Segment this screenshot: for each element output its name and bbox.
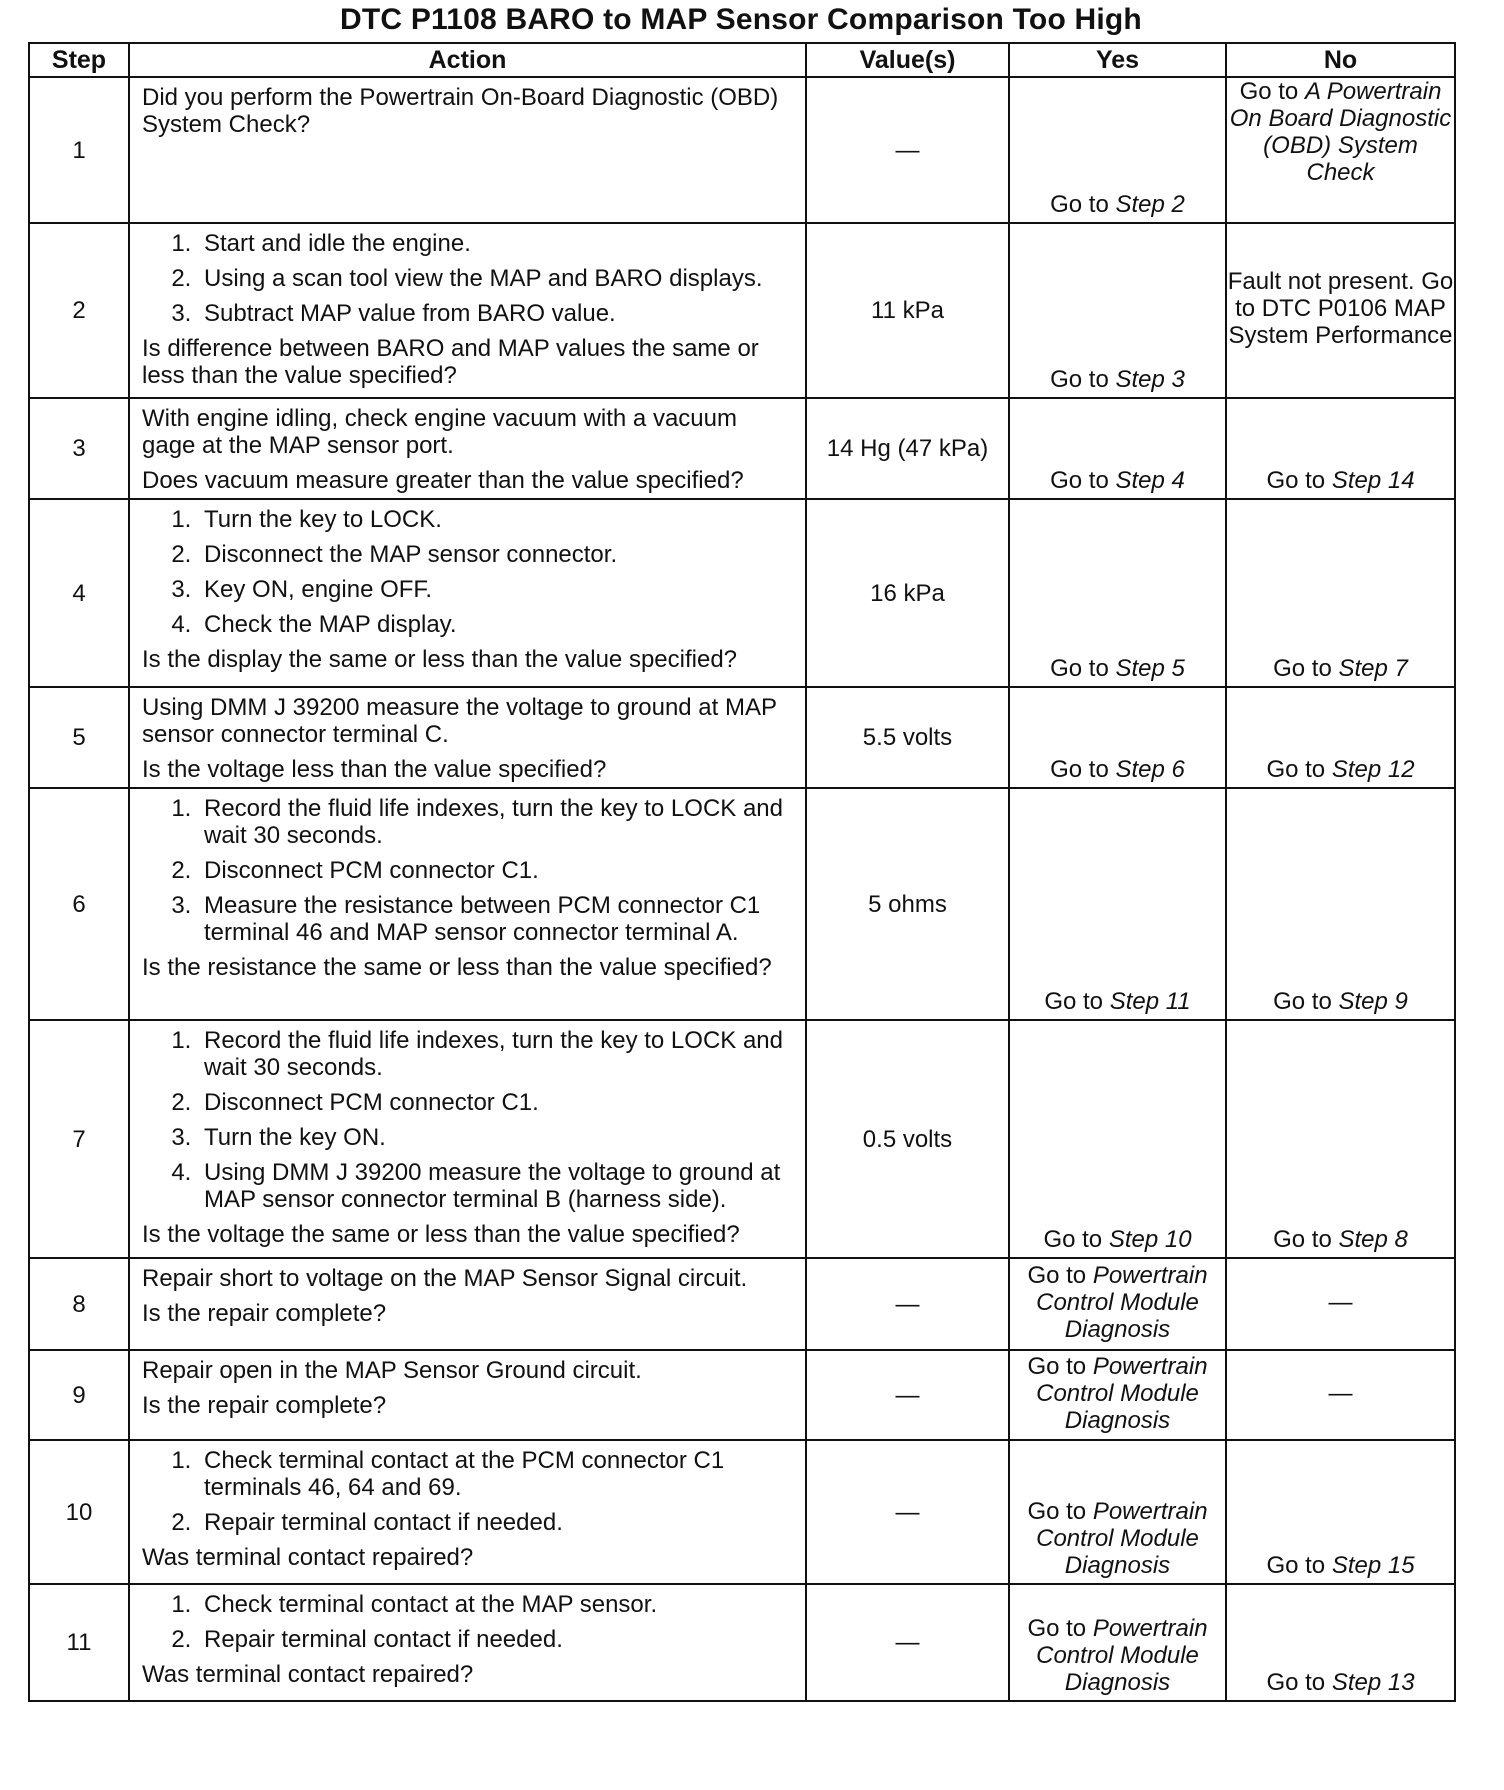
step-number: 1 bbox=[29, 77, 129, 223]
yes-link[interactable]: Step 4 bbox=[1115, 467, 1185, 494]
table-row bbox=[29, 1258, 1455, 1350]
no-text: — bbox=[1328, 1288, 1353, 1316]
action-text: Did you perform the Powertrain On-Board Diagnostic (OBD) System Check? bbox=[142, 84, 779, 138]
action-cell bbox=[129, 499, 806, 687]
step-number: 8 bbox=[29, 1258, 129, 1350]
value-cell: 5.5 volts bbox=[806, 687, 1009, 788]
action-text: Using DMM J 39200 measure the voltage to ground at MAP sensor connector terminal C. bbox=[142, 694, 777, 748]
action-cell bbox=[129, 223, 806, 398]
yes-text: Go to bbox=[1027, 1498, 1093, 1525]
value-cell: 0.5 volts bbox=[806, 1020, 1009, 1258]
action-cell bbox=[129, 1584, 806, 1701]
action-list-item: 2. Repair terminal contact if needed. bbox=[198, 1626, 795, 1653]
table-body bbox=[29, 77, 1455, 1701]
action-list-item: 1. Check terminal contact at the PCM connector C1 terminals 46, 64 and 69. bbox=[198, 1447, 795, 1501]
header-no: No bbox=[1226, 43, 1455, 77]
action-list bbox=[142, 230, 795, 327]
action-text: Repair open in the MAP Sensor Ground circuit. bbox=[142, 1357, 642, 1384]
value-cell: 11 kPa bbox=[806, 223, 1009, 398]
no-text: Go to bbox=[1239, 78, 1305, 105]
action-list-item: 1. Record the fluid life indexes, turn the key to LOCK and wait 30 seconds. bbox=[198, 1027, 795, 1081]
action-list-item: 2. Repair terminal contact if needed. bbox=[198, 1509, 795, 1536]
no-cell bbox=[1226, 1440, 1455, 1584]
action-list-item: 1. Start and idle the engine. bbox=[198, 230, 795, 257]
no-link[interactable]: Step 8 bbox=[1338, 1226, 1408, 1253]
yes-cell bbox=[1009, 687, 1226, 788]
action-cell bbox=[129, 687, 806, 788]
action-list-item: 2. Disconnect the MAP sensor connector. bbox=[198, 541, 795, 568]
yes-link[interactable]: Powertrain Control Module Diagnosis bbox=[1036, 1261, 1208, 1343]
no-text: Go to bbox=[1266, 467, 1332, 494]
table-row bbox=[29, 77, 1455, 223]
action-list-item: 3. Measure the resistance between PCM connector C1 terminal 46 and MAP sensor connector terminal A. bbox=[198, 892, 795, 946]
value-cell: — bbox=[806, 1584, 1009, 1701]
action-text: Is the repair complete? bbox=[142, 1300, 387, 1327]
action-question: Is the voltage the same or less than the value specified? bbox=[142, 1221, 740, 1248]
no-link[interactable]: Step 9 bbox=[1338, 988, 1408, 1015]
action-list bbox=[142, 795, 795, 946]
yes-cell bbox=[1009, 1350, 1226, 1440]
table-row bbox=[29, 223, 1455, 398]
table-header-row bbox=[29, 43, 1455, 77]
value-cell: — bbox=[806, 1350, 1009, 1440]
diagnostic-table bbox=[28, 42, 1456, 1702]
action-cell bbox=[129, 1020, 806, 1258]
no-cell bbox=[1226, 1020, 1455, 1258]
yes-cell bbox=[1009, 1020, 1226, 1258]
no-text: Go to bbox=[1266, 1669, 1332, 1696]
step-number: 9 bbox=[29, 1350, 129, 1440]
action-list-item: 2. Using a scan tool view the MAP and BARO displays. bbox=[198, 265, 795, 292]
no-cell bbox=[1226, 1350, 1455, 1440]
table-row bbox=[29, 499, 1455, 687]
yes-link[interactable]: Step 11 bbox=[1109, 988, 1191, 1015]
table-row bbox=[29, 398, 1455, 499]
yes-link[interactable]: Step 5 bbox=[1115, 655, 1185, 682]
step-number: 10 bbox=[29, 1440, 129, 1584]
value-cell: — bbox=[806, 77, 1009, 223]
action-list bbox=[142, 1591, 795, 1653]
yes-link[interactable]: Powertrain Control Module Diagnosis bbox=[1036, 1498, 1208, 1579]
action-question: Is difference between BARO and MAP values the same or less than the value specified? bbox=[142, 335, 759, 389]
no-link[interactable]: Step 12 bbox=[1331, 756, 1415, 783]
value-cell: 14 Hg (47 kPa) bbox=[806, 398, 1009, 499]
step-number: 7 bbox=[29, 1020, 129, 1258]
action-list-item: 1. Record the fluid life indexes, turn the key to LOCK and wait 30 seconds. bbox=[198, 795, 795, 849]
action-cell bbox=[129, 1258, 806, 1350]
table-row bbox=[29, 1020, 1455, 1258]
table-row bbox=[29, 788, 1455, 1020]
action-list bbox=[142, 506, 795, 638]
action-list-item: 1. Check terminal contact at the MAP sensor. bbox=[198, 1591, 795, 1618]
yes-cell bbox=[1009, 1258, 1226, 1350]
yes-text: Go to bbox=[1050, 467, 1116, 494]
table-row bbox=[29, 1350, 1455, 1440]
no-cell bbox=[1226, 1258, 1455, 1350]
action-cell bbox=[129, 77, 806, 223]
yes-text: Go to bbox=[1027, 1261, 1093, 1289]
yes-text: Go to bbox=[1027, 1615, 1093, 1642]
no-text: Fault not present. Go to DTC P0106 MAP System Performance bbox=[1227, 268, 1454, 349]
action-text: Is the repair complete? bbox=[142, 1392, 387, 1419]
value-cell: 5 ohms bbox=[806, 788, 1009, 1020]
table-row bbox=[29, 1440, 1455, 1584]
yes-cell bbox=[1009, 77, 1226, 223]
no-text: Go to bbox=[1266, 756, 1332, 783]
action-list-item: 3. Subtract MAP value from BARO value. bbox=[198, 300, 795, 327]
header-step: Step bbox=[29, 43, 129, 77]
header-yes: Yes bbox=[1009, 43, 1226, 77]
no-cell bbox=[1226, 1584, 1455, 1701]
action-cell bbox=[129, 398, 806, 499]
yes-cell bbox=[1009, 1440, 1226, 1584]
action-list-item: 2. Disconnect PCM connector C1. bbox=[198, 857, 795, 884]
action-text: With engine idling, check engine vacuum with a vacuum gage at the MAP sensor port. bbox=[142, 405, 737, 459]
step-number: 3 bbox=[29, 398, 129, 499]
yes-text: Go to bbox=[1050, 366, 1116, 393]
action-list-item: 2. Disconnect PCM connector C1. bbox=[198, 1089, 795, 1116]
yes-text: Go to bbox=[1050, 191, 1116, 218]
no-text: Go to bbox=[1273, 988, 1339, 1015]
yes-text: Go to bbox=[1050, 756, 1116, 783]
yes-cell bbox=[1009, 788, 1226, 1020]
action-cell bbox=[129, 788, 806, 1020]
value-cell: — bbox=[806, 1440, 1009, 1584]
yes-text: Go to bbox=[1043, 1226, 1109, 1253]
no-cell bbox=[1226, 77, 1455, 223]
action-list-item: 4. Check the MAP display. bbox=[198, 611, 795, 638]
no-text: Go to bbox=[1273, 1226, 1339, 1253]
yes-cell bbox=[1009, 398, 1226, 499]
table-row bbox=[29, 1584, 1455, 1701]
yes-link[interactable]: Step 3 bbox=[1115, 366, 1185, 393]
action-question: Was terminal contact repaired? bbox=[142, 1661, 474, 1688]
header-action: Action bbox=[129, 43, 806, 77]
header-values: Value(s) bbox=[806, 43, 1009, 77]
action-question: Is the display the same or less than the value specified? bbox=[142, 646, 738, 673]
value-cell: 16 kPa bbox=[806, 499, 1009, 687]
table-row bbox=[29, 687, 1455, 788]
no-cell bbox=[1226, 788, 1455, 1020]
no-text: — bbox=[1328, 1379, 1353, 1407]
yes-link[interactable]: Step 10 bbox=[1108, 1226, 1192, 1253]
no-text: Go to bbox=[1266, 1552, 1332, 1579]
step-number: 4 bbox=[29, 499, 129, 687]
value-cell: — bbox=[806, 1258, 1009, 1350]
action-list-item: 4. Using DMM J 39200 measure the voltage to ground at MAP sensor connector terminal B (harness side). bbox=[198, 1159, 795, 1213]
action-text: Does vacuum measure greater than the value specified? bbox=[142, 467, 744, 494]
yes-text: Go to bbox=[1027, 1352, 1093, 1380]
action-question: Is the resistance the same or less than the value specified? bbox=[142, 954, 772, 981]
action-cell bbox=[129, 1440, 806, 1584]
yes-cell bbox=[1009, 1584, 1226, 1701]
step-number: 11 bbox=[29, 1584, 129, 1701]
step-number: 6 bbox=[29, 788, 129, 1020]
yes-cell bbox=[1009, 499, 1226, 687]
yes-text: Go to bbox=[1044, 988, 1110, 1015]
action-list-item: 1. Turn the key to LOCK. bbox=[198, 506, 795, 533]
yes-link[interactable]: Powertrain Control Module Diagnosis bbox=[1036, 1615, 1208, 1696]
no-link[interactable]: A Powertrain On Board Diagnostic (OBD) System Check bbox=[1229, 78, 1452, 186]
action-question: Was terminal contact repaired? bbox=[142, 1544, 474, 1571]
no-cell bbox=[1226, 687, 1455, 788]
action-list bbox=[142, 1447, 795, 1536]
no-link[interactable]: Step 15 bbox=[1331, 1552, 1415, 1579]
yes-text: Go to bbox=[1050, 655, 1116, 682]
action-text: Repair short to voltage on the MAP Sensor Signal circuit. bbox=[142, 1265, 748, 1292]
no-link[interactable]: Step 14 bbox=[1331, 467, 1415, 494]
action-list bbox=[142, 1027, 795, 1213]
yes-link[interactable]: Powertrain Control Module Diagnosis bbox=[1036, 1352, 1208, 1434]
no-cell bbox=[1226, 499, 1455, 687]
step-number: 5 bbox=[29, 687, 129, 788]
action-list-item: 3. Turn the key ON. bbox=[198, 1124, 795, 1151]
action-list-item: 3. Key ON, engine OFF. bbox=[198, 576, 795, 603]
step-number: 2 bbox=[29, 223, 129, 398]
document-title: DTC P1108 BARO to MAP Sensor Comparison Too High bbox=[340, 3, 1142, 36]
no-cell bbox=[1226, 223, 1455, 398]
no-text: Go to bbox=[1273, 655, 1339, 682]
action-text: Is the voltage less than the value specified? bbox=[142, 756, 607, 783]
yes-link[interactable]: Step 6 bbox=[1115, 756, 1185, 783]
no-link[interactable]: Step 7 bbox=[1338, 655, 1408, 682]
no-cell bbox=[1226, 398, 1455, 499]
yes-link[interactable]: Step 2 bbox=[1115, 191, 1185, 218]
action-cell bbox=[129, 1350, 806, 1440]
yes-cell bbox=[1009, 223, 1226, 398]
no-link[interactable]: Step 13 bbox=[1331, 1669, 1415, 1696]
